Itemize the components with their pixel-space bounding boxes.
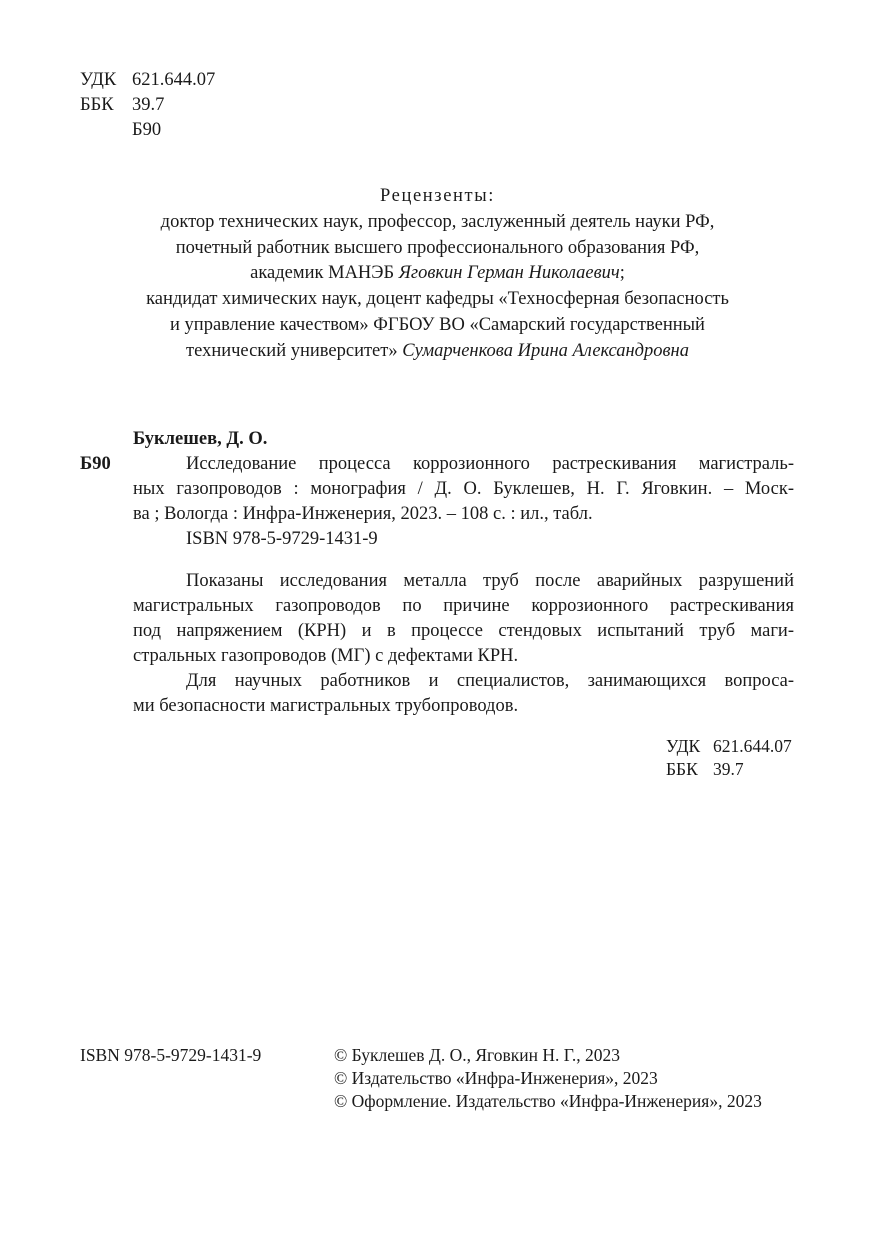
copyright-line-2: © Издательство «Инфра-Инженерия», 2023 [334, 1068, 658, 1088]
reviewers-line-1: доктор технических наук, профессор, заслуженный деятель науки РФ, [160, 211, 715, 232]
bottom-udk-value: 621.644.07 [713, 736, 792, 756]
abstract-p1-line-1: Показаны исследования металла труб после аварийных разрушений [186, 571, 794, 591]
reviewers-block [0, 184, 875, 365]
author-sign: Б90 [132, 120, 162, 140]
reviewers-line-4: кандидат химических наук, доцент кафедры «Техносферная безопасность [146, 289, 729, 310]
bottom-udk-line [666, 734, 792, 759]
reviewer-1-name: Яговкин Герман Николаевич [398, 263, 620, 284]
reviewers-heading: Рецензенты: [380, 186, 495, 206]
bib-isbn: ISBN 978-5-9729-1431-9 [186, 529, 378, 549]
bib-author: Буклешев, Д. О. [133, 429, 268, 449]
abstract-p2-line-2: ми безопасности магистральных трубопроводов. [133, 696, 519, 716]
bottom-bbk-label: ББК [666, 759, 698, 779]
udk-value: 621.644.07 [132, 70, 216, 90]
bottom-bbk-value: 39.7 [713, 759, 744, 779]
abstract-p1-line-3: под напряжением (КРН) и в процессе стендовых испытаний труб маги- [133, 621, 794, 641]
bottom-bbk-line [666, 757, 744, 782]
reviewers-line-2: почетный работник высшего профессионального образования РФ, [175, 237, 700, 258]
reviewers-line-6 [0, 339, 875, 365]
reviewers-line-5: и управление качеством» ФГБОУ ВО «Самарский государственный [170, 314, 705, 335]
bottom-udk-label: УДК [666, 736, 701, 756]
bib-line-3: ва ; Вологда : Инфра-Инженерия, 2023. – 108 с. : ил., табл. [133, 504, 593, 524]
bib-line-1: Исследование процесса коррозионного растрескивания магистраль- [186, 454, 794, 474]
author-sign-line [80, 117, 161, 143]
reviewers-line-3 [0, 261, 875, 287]
copyright-line-3: © Оформление. Издательство «Инфра-Инженерия», 2023 [334, 1091, 762, 1111]
bib-sign: Б90 [80, 454, 111, 474]
reviewers-line-3-suffix: ; [619, 263, 625, 284]
bbk-value: 39.7 [132, 95, 165, 115]
reviewers-line-6-prefix: технический университет» [186, 340, 403, 361]
copyright-line-1: © Буклешев Д. О., Яговкин Н. Г., 2023 [334, 1045, 621, 1065]
reviewer-2-name: Сумарченкова Ирина Александровна [402, 340, 689, 361]
udk-line [80, 67, 215, 93]
reviewers-line-3-prefix: академик МАНЭБ [250, 263, 399, 284]
bbk-label: ББК [80, 95, 114, 115]
footer-isbn: ISBN 978-5-9729-1431-9 [80, 1045, 262, 1065]
abstract-p2-line-1: Для научных работников и специалистов, занимающихся вопроса- [186, 671, 794, 691]
udk-label: УДК [80, 70, 117, 90]
abstract-p1-line-4: стральных газопроводов (МГ) с дефектами КРН. [133, 646, 519, 666]
abstract-p1-line-2: магистральных газопроводов по причине коррозионного растрескивания [133, 596, 794, 616]
bib-line-2: ных газопроводов : монография / Д. О. Буклешев, Н. Г. Яговкин. – Моск- [133, 479, 794, 499]
bbk-line [80, 92, 164, 118]
